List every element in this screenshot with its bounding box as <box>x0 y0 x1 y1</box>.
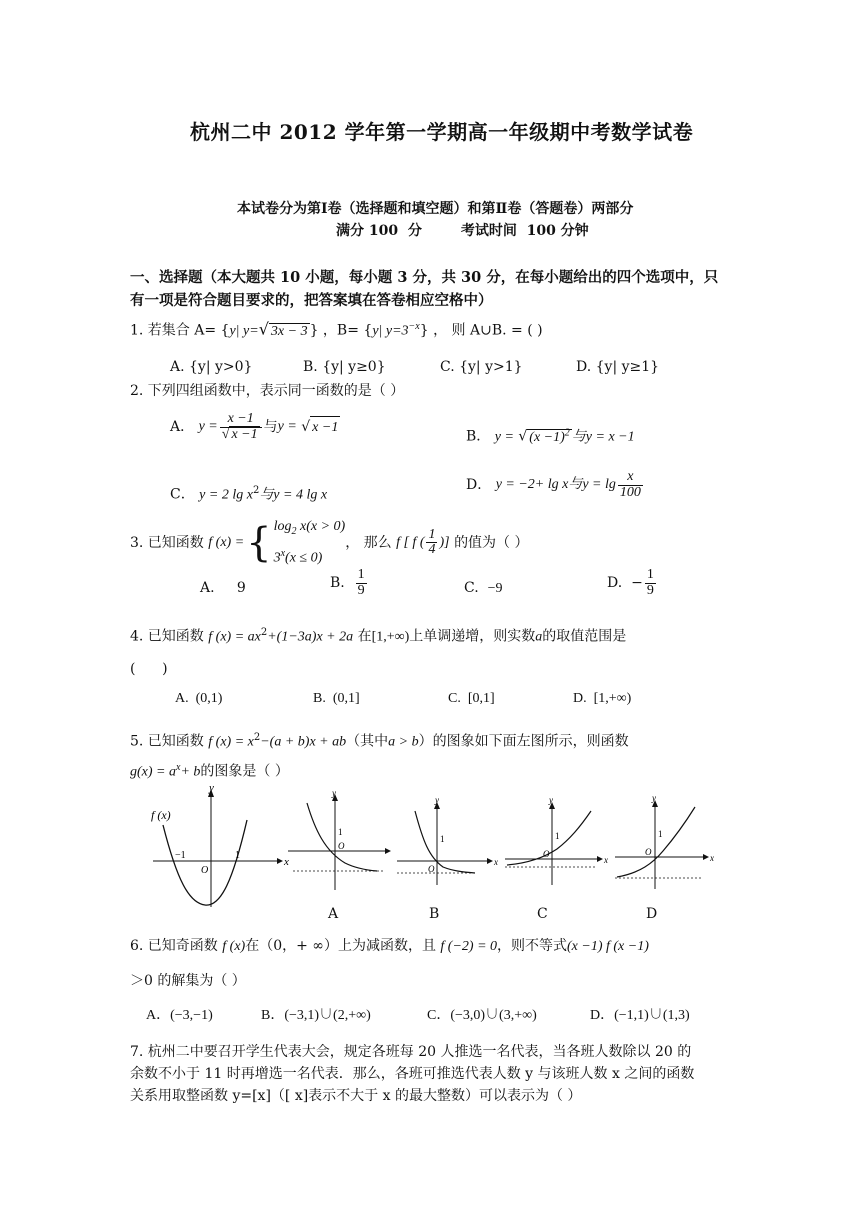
q1-option-b: B. {y| y≥0} <box>303 359 386 375</box>
q6-c: ，则不等式 <box>497 938 568 954</box>
q2-option-d <box>466 470 645 500</box>
q4-prefix: 4. 已知函数 <box>130 628 204 645</box>
one-label: 1 <box>658 829 663 839</box>
q3-option-b <box>330 568 369 598</box>
q1-a-end: } ，B= { <box>309 322 373 339</box>
q2-d-text: y = −2+ lg x与y = lg <box>495 477 616 493</box>
q3-option-c <box>464 580 502 597</box>
q3-quarter-num: 1 <box>428 526 436 542</box>
q3-a-label: A. <box>200 580 215 596</box>
q4-f: f (x) = ax <box>208 629 261 645</box>
q3-option-a <box>200 580 246 596</box>
q5-prefix: 5. 已知函数 <box>130 733 204 750</box>
q3-case1-rest: x(x > 0) <box>296 519 346 534</box>
q3-case1: log <box>273 519 292 534</box>
q2-b-root: (x −1) <box>529 429 565 445</box>
q4-c: 上单调递增，则实数 <box>409 628 536 645</box>
q2-a-label: A． <box>170 419 195 436</box>
q4-option-c: C. [0,1] <box>448 691 495 706</box>
q3-quarter <box>426 528 437 558</box>
q2-a-root: x −1 <box>310 416 340 439</box>
q3-prefix: 3. 已知函数 <box>130 534 204 551</box>
q2-a-den: x −1 <box>231 426 258 442</box>
q5-tail: 的图象是（ ） <box>200 763 289 780</box>
q3-mid: ， 那么 <box>345 534 392 551</box>
question-2-stem: 2. 下列四组函数中，表示同一函数的是（ ） <box>130 383 405 399</box>
origin-label: O <box>543 849 550 859</box>
q5-choice-b-label: B <box>429 906 440 922</box>
q1-prefix: 1. 若集合 A= { <box>130 322 230 339</box>
q2-d-num: x <box>627 469 634 484</box>
q5-choice-a-label: A <box>328 906 339 922</box>
q6-f: f (x) <box>222 939 246 954</box>
question-5-line1 <box>130 727 629 754</box>
q2-a-y: y = <box>198 419 218 435</box>
question-4-line2: ( ) <box>130 661 168 677</box>
q2-a-right: y = <box>277 419 297 435</box>
q1-option-d: D. {y| y≥1} <box>576 359 660 375</box>
q6-prefix: 6. 已知奇函数 <box>130 938 218 954</box>
question-6-line1 <box>130 935 649 958</box>
q3-case2: 3 <box>273 550 281 566</box>
y-label: y <box>549 795 553 805</box>
brace-icon: { <box>246 519 272 566</box>
q3-b-num: 1 <box>357 567 365 582</box>
q6-option-b: B．(−3,1)∪(2,+∞) <box>261 1008 371 1023</box>
curve <box>307 803 377 871</box>
fx-label: f (x) <box>151 808 171 822</box>
q5-b: （其中 <box>346 733 389 750</box>
q2-c-label: C． <box>170 486 195 503</box>
sqrt-icon: √ <box>518 428 528 445</box>
sqrt-icon: √ <box>258 319 269 339</box>
q3-b-den: 9 <box>357 582 365 598</box>
q5-sq: 2 <box>253 732 261 743</box>
y-label: y <box>652 793 656 803</box>
q5-graphs <box>145 785 725 910</box>
x-arrow-icon <box>703 854 709 860</box>
q2-b-right: 与y = x −1 <box>571 429 635 445</box>
origin-label: O <box>338 841 345 851</box>
q3-ffx: f [ f ( <box>396 534 425 550</box>
q6-option-d: D．(−1,1)∪(1,3) <box>590 1008 690 1023</box>
q2-c-text: y = 2 lg x <box>199 487 253 503</box>
q3-case2-sup: x <box>280 547 286 559</box>
q4-option-d: D. [1,+∞) <box>573 691 632 706</box>
one-label: 1 <box>440 834 445 844</box>
x-label: x <box>284 856 289 868</box>
x-label: x <box>604 855 608 865</box>
q5-c: ）的图象如下面左图所示，则函数 <box>418 733 629 750</box>
q2-b-label: B． <box>466 428 491 445</box>
q1-option-a: A. {y| y>0} <box>170 359 253 375</box>
q2-d-fraction <box>618 470 643 500</box>
q2-d-den: 100 <box>619 484 641 500</box>
question-7-line1: 7. 杭州二中要召开学生代表大会，规定各班每 20 人推选一名代表，当各班人数除以 20 的 <box>130 1044 692 1060</box>
q3-d-den: 9 <box>646 582 654 598</box>
q2-a-fraction <box>220 412 262 442</box>
q5-choice-d-graph <box>615 793 714 889</box>
question-5-line2 <box>130 757 289 784</box>
q5-choice-a-graph <box>288 788 391 890</box>
q5-g: g(x) = a <box>130 764 176 780</box>
q5-choice-c-graph <box>505 795 608 885</box>
q3-case1-sub: 2 <box>291 525 297 537</box>
q5-f: f (x) = x <box>208 734 254 750</box>
q4-b: 在 <box>357 628 372 645</box>
x-arrow-icon <box>385 848 391 854</box>
q2-a-num: x −1 <box>227 411 254 426</box>
q5-parabola-graph <box>151 785 289 907</box>
one-label: 1 <box>235 850 240 861</box>
q3-c-label: C. <box>464 580 479 596</box>
q2-c-sq: 2 <box>252 485 260 496</box>
exam-title: 杭州二中 2012 学年第一学期高一年级期中考数学试卷 <box>190 120 694 144</box>
q4-rest: +(1−3a)x + 2a <box>267 629 354 645</box>
q3-piecewise <box>274 516 346 569</box>
q3-c-val: −9 <box>487 581 503 596</box>
q6-b: 在（0，+ ∞）上为减函数，且 <box>245 938 436 954</box>
question-4-line1 <box>130 622 626 649</box>
q5-choice-b-graph <box>397 795 498 885</box>
q2-a-mid: 与 <box>263 419 278 436</box>
q4-sq: 2 <box>260 627 268 638</box>
q3-case2-rest: (x ≤ 0) <box>285 550 323 566</box>
q1-b-end: } ， 则 A∪B. = ( ) <box>419 322 543 339</box>
q3-ffx-end: )] <box>439 534 450 550</box>
q3-option-d <box>607 568 658 598</box>
q1-option-c: C. {y| y>1} <box>440 359 523 375</box>
q6-option-a: A．(−3,−1) <box>146 1008 213 1023</box>
q5-g-sup: x <box>176 762 181 773</box>
q5-g-rest: + b <box>180 764 201 780</box>
q1-root: 3x − 3 <box>270 323 308 339</box>
q6-eq: f (−2) = 0 <box>440 939 498 954</box>
q2-b-sq: 2 <box>564 427 570 438</box>
curve <box>415 811 475 873</box>
x-arrow-icon <box>487 858 493 864</box>
x-arrow-icon <box>597 856 603 862</box>
q2-d-label: D． <box>466 477 492 494</box>
neg1-label: −1 <box>175 850 186 861</box>
question-6-line2: ＞0 的解集为（ ） <box>130 973 246 989</box>
q2-b-left: y = <box>494 429 514 445</box>
origin-label: O <box>201 865 209 876</box>
origin-label: O <box>428 864 435 874</box>
curve <box>617 807 695 877</box>
exam-intro: 本试卷分为第Ⅰ卷（选择题和填空题）和第Ⅱ卷（答题卷）两部分 <box>237 201 634 217</box>
q4-option-a: A. (0,1) <box>175 691 223 706</box>
q4-interval: [1,+∞) <box>371 629 410 645</box>
q5-choice-d-label: D <box>646 906 658 922</box>
question-3-stem <box>130 516 529 569</box>
sqrt-icon: √ <box>221 426 230 442</box>
q2-option-c <box>170 480 327 507</box>
q3-d-num: 1 <box>646 567 654 582</box>
y-label: y <box>209 785 214 794</box>
q2-option-a <box>170 412 340 442</box>
q2-option-b <box>466 422 635 449</box>
q3-a-val: 9 <box>236 580 246 596</box>
q3-b-label: B. <box>330 575 345 592</box>
q5-choice-c-label: C <box>537 906 548 922</box>
exam-score-time: 满分 100 分 考试时间 100 分钟 <box>336 223 589 239</box>
q1-set-a: y| y= <box>229 323 259 339</box>
q4-d: 的取值范围是 <box>542 628 627 645</box>
q3-tail: 的值为（ ） <box>454 534 529 551</box>
sqrt-icon: √ <box>301 419 311 436</box>
q3-d-label: D. <box>607 575 623 592</box>
q4-a2: a <box>535 629 543 645</box>
x-label: x <box>710 853 714 863</box>
q6-option-c: C．(−3,0)∪(3,+∞) <box>427 1008 537 1023</box>
one-label: 1 <box>338 827 343 837</box>
parabola-curve <box>163 820 247 905</box>
section1-heading-line1: 一、选择题（本大题共 10 小题，每小题 3 分，共 30 分，在每小题给出的四个选项中，只 <box>130 269 719 286</box>
q1-exp: −x <box>408 321 420 332</box>
q5-rest: −(a + b)x + ab <box>260 734 347 750</box>
q5-cond: a > b <box>388 734 419 750</box>
y-label: y <box>435 795 439 805</box>
q6-ineq: (x −1) f (x −1) <box>567 939 649 954</box>
q2-c-rest: 与y = 4 lg x <box>259 487 328 503</box>
question-1-stem <box>130 316 543 343</box>
y-label: y <box>332 788 336 798</box>
one-label: 1 <box>555 831 560 841</box>
x-label: x <box>494 857 498 867</box>
question-7-line2: 余数不小于 11 时再增选一名代表．那么，各班可推选代表人数 y 与该班人数 x 之间的函数 <box>130 1066 695 1082</box>
q3-d-sign: − <box>631 575 643 592</box>
question-7-line3: 关系用取整函数 y=[x]（[ x]表示不大于 x 的最大整数）可以表示为（ ） <box>130 1088 582 1104</box>
q3-fx: f (x) = <box>208 534 245 550</box>
q1-set-b: y| y=3 <box>372 323 409 339</box>
q3-quarter-den: 4 <box>428 542 436 558</box>
section1-heading-line2: 有一项是符合题目要求的，把答案填在答卷相应空格中） <box>130 292 493 309</box>
q4-option-b: B. (0,1] <box>313 691 360 706</box>
origin-label: O <box>645 847 652 857</box>
x-arrow-icon <box>277 858 283 864</box>
